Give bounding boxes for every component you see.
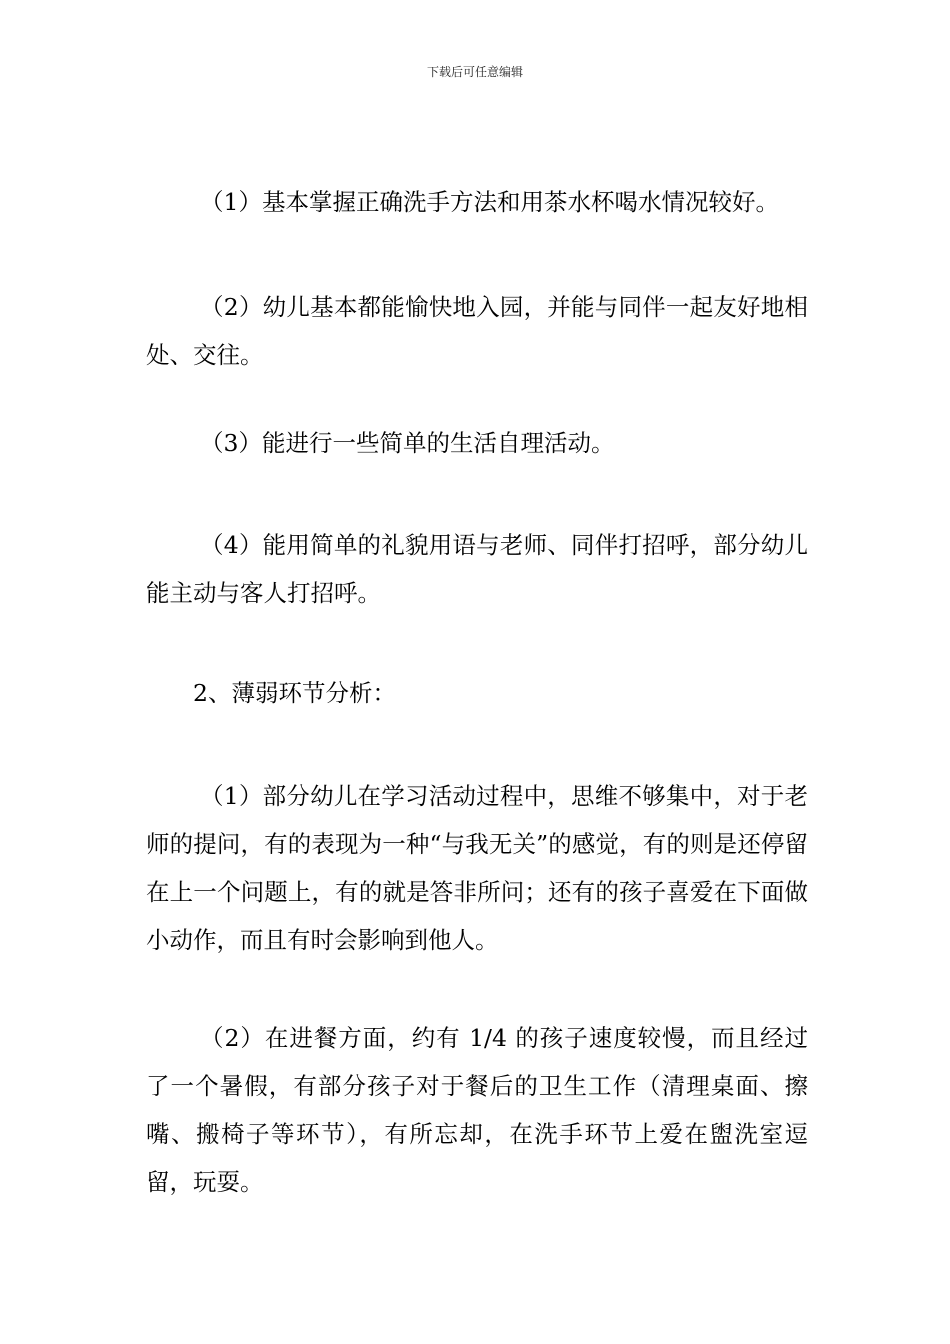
paragraph-4: （4）能用简单的礼貌用语与老师、同伴打招呼，部分幼儿能主动与客人打招呼。: [146, 531, 808, 607]
paragraph-3: （3）能进行一些简单的生活自理活动。: [200, 429, 615, 457]
paragraph-6: （1）部分幼儿在学习活动过程中，思维不够集中，对于老师的提问，有的表现为一种“与我无关”的感觉，有的则是还停留在上一个问题上，有的就是答非所问；还有的孩子喜爱在下面做小动作，而且有时会影响到他人。: [146, 782, 808, 954]
paragraph-7: （2）在进餐方面，约有 1/4 的孩子速度较慢，而且经过了一个暑假，有部分孩子对于餐后的卫生工作（清理桌面、擦嘴、搬椅子等环节），有所忘却，在洗手环节上爱在盥洗室逗留，玩耍。: [146, 1024, 808, 1196]
section-heading: 2、薄弱环节分析：: [193, 679, 396, 707]
document-body: [146, 178, 808, 1264]
paragraph-1: （1）基本掌握正确洗手方法和用茶水杯喝水情况较好。: [200, 188, 779, 216]
page-header: 下载后可任意编辑: [426, 65, 523, 79]
paragraph-2: （2）幼儿基本都能愉快地入园，并能与同伴一起友好地相处、交往。: [146, 293, 808, 369]
